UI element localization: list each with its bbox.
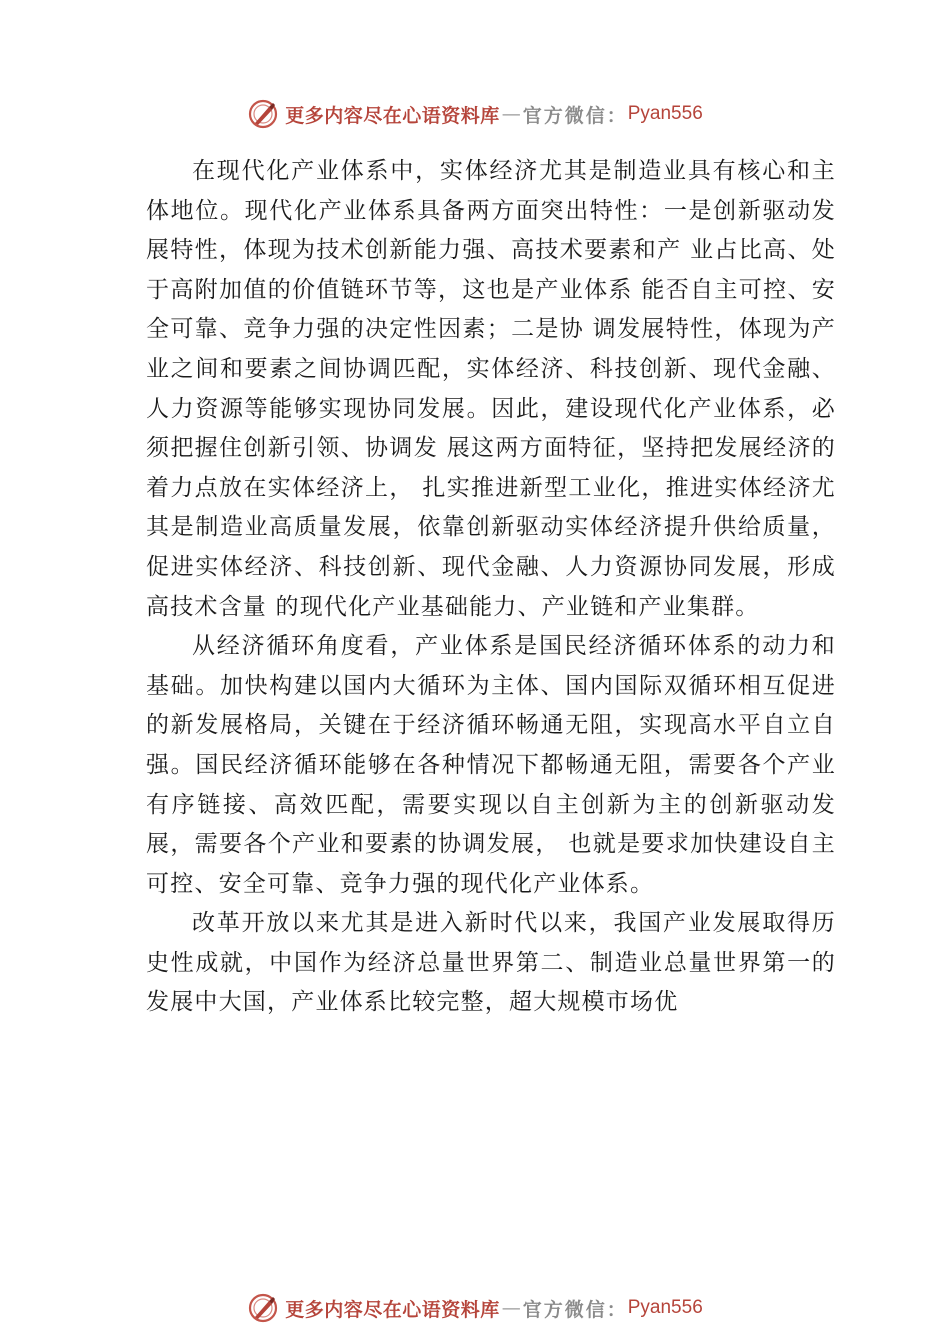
pen-logo-icon	[247, 98, 279, 130]
banner-dash: —	[501, 103, 521, 125]
banner-wechat-id: Pyan556	[627, 103, 703, 124]
paragraph-1: 在现代化产业体系中，实体经济尤其是制造业具有核心和主体地位。现代化产业体系具备两方面突出特性：一是创新驱动发展特性，体现为技术创新能力强、高技术要素和产 业占比高、处于高附加值的价值链环节等，这也是产业体系 能否自主可控、安全可靠、竞争力强的决定性因素；二是协 调发展特性，体现为产业之间和要素之间协调匹配，实体经济、科技创新、现代金融、人力资源等能够实现协同发展。因此，建设现代化产业体系，必须把握住创新引领、协调发 展这两方面特征，坚持把发展经济的着力点放在实体经济上， 扎实推进新型工业化，推进实体经济尤其是制造业高质量发展，依靠创新驱动实体经济提升供给质量，促进实体经济、科技创新、现代金融、人力资源协同发展，形成高技术含量 的现代化产业基础能力、产业链和产业集群。	[146, 158, 836, 620]
footer-banner-dash: —	[501, 1297, 521, 1319]
footer-banner-title: 更多内容尽在心语资料库	[285, 1298, 500, 1321]
footer-banner-wechat-id: Pyan556	[627, 1297, 703, 1318]
paragraph-2: 从经济循环角度看，产业体系是国民经济循环体系的动力和基础。加快构建以国内大循环为主体、国内国际双循环相互促进的新发展格局，关键在于经济循环畅通无阻，实现高水平自立自强。国民经济循环能够在各种情况下都畅通无阻，需要各个产业有序链接、高效匹配，需要实现以自主创新为主的创新驱动发展，需要各个产业和要素的协调发展， 也就是要求加快建设自主可控、安全可靠、竞争力强的现代化产业体系。	[146, 633, 836, 897]
document-body	[146, 152, 836, 1023]
footer-banner-wechat-label: 官方微信：	[522, 1298, 628, 1321]
header-banner	[0, 92, 950, 136]
banner-wechat-label: 官方微信：	[522, 104, 628, 127]
banner-title: 更多内容尽在心语资料库	[285, 104, 500, 127]
pen-logo-icon	[247, 1292, 279, 1324]
footer-banner	[0, 1286, 950, 1330]
paragraph-3: 改革开放以来尤其是进入新时代以来，我国产业发展取得历史性成就，中国作为经济总量世界第二、制造业总量世界第一的发展中大国，产业体系比较完整，超大规模市场优	[146, 910, 836, 1016]
